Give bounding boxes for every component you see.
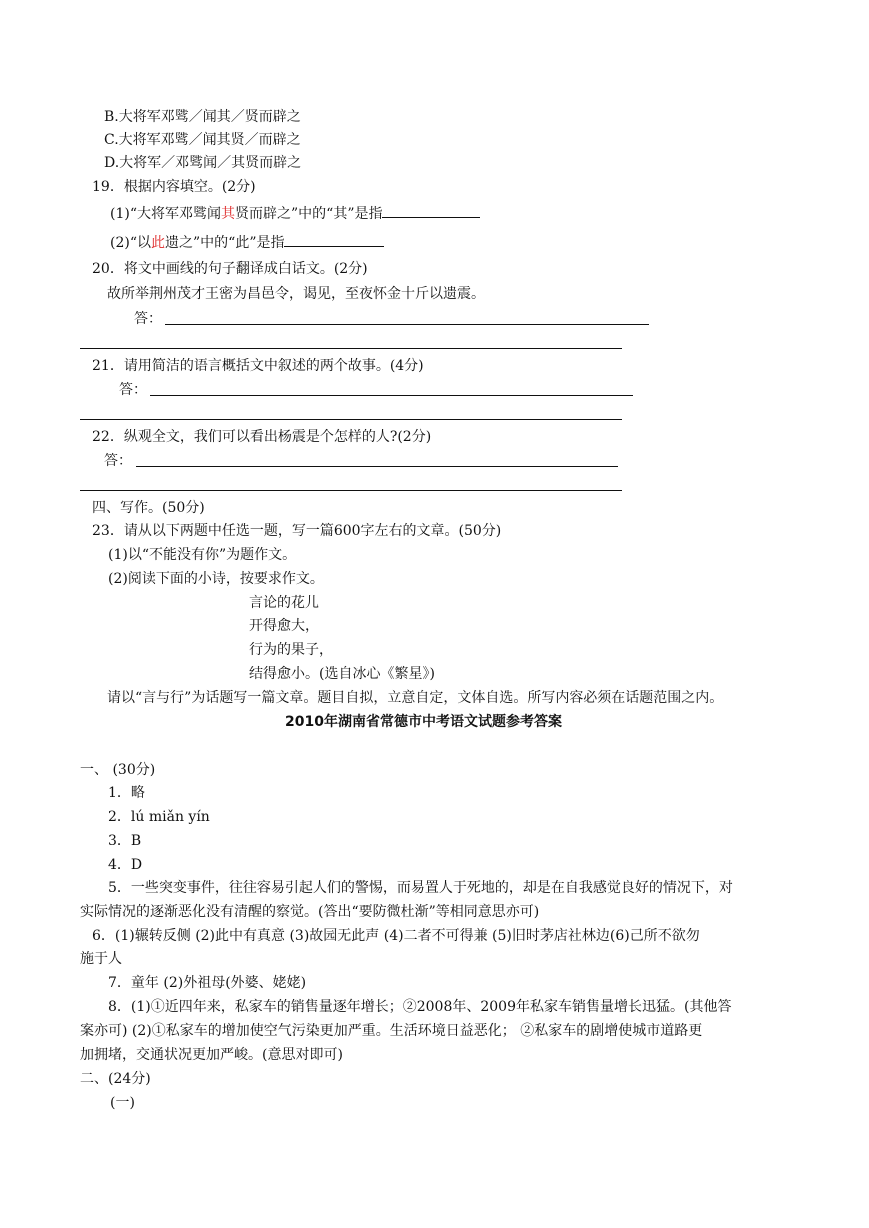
answer-1: 1．略: [108, 785, 145, 801]
answer-8-line-1: 8．(1)①近四年来，私家车的销售量逐年增长；②2008年、2009年私家车销售量增长迅猛。(其他答: [108, 999, 732, 1015]
answers-section2: 二、(24分): [80, 1071, 151, 1087]
q20-sentence: 故所举荆州茂才王密为昌邑令，谒见，至夜怀金十斤以遗震。: [107, 286, 485, 302]
q23-option-2: (2)阅读下面的小诗，按要求作文。: [108, 571, 324, 587]
answer-8-line-3: 加拥堵，交通状况更加严峻。(意思对即可): [80, 1047, 343, 1063]
q19-sub1-post: 贤而辟之”中的“其”是指: [235, 206, 383, 222]
answer-5-line-1: 5．一些突变事件，往往容易引起人们的警惕，而易置人于死地的，却是在自我感觉良好的情况下，对: [108, 880, 733, 896]
q22-stem: 22．纵观全文，我们可以看出杨震是个怎样的人?(2分): [92, 429, 432, 445]
q21-stem: 21．请用简洁的语言概括文中叙述的两个故事。(4分): [92, 358, 424, 374]
q18-option-b: B.大将军邓骘／闻其／贤而辟之: [104, 109, 301, 125]
q18-option-d: D.大将军／邓骘闻／其贤而辟之: [104, 155, 302, 171]
q21-answer-line-1[interactable]: [150, 395, 633, 396]
answer-4: 4．D: [108, 857, 143, 873]
answer-7: 7．童年 (2)外祖母(外婆、姥姥): [108, 975, 307, 991]
answer-8-line-2: 案亦可) (2)①私家车的增加使空气污染更加严重。生活环境日益恶化； ②私家车的剧增使城市道路更: [80, 1023, 703, 1039]
q18-option-c: C.大将军邓骘／闻其贤／而辟之: [104, 132, 301, 148]
q19-sub2-post: 遗之”中的“此”是指: [165, 235, 285, 251]
q19-sub2-blank[interactable]: [284, 232, 384, 247]
q22-answer-label: 答：: [104, 453, 132, 469]
q19-sub1-mark: 其: [221, 206, 235, 222]
q23-option-1: (1)以“不能没有你”为题作文。: [108, 547, 297, 563]
poem-line-3: 行为的果子，: [249, 642, 333, 658]
q20-answer-label: 答：: [134, 311, 162, 327]
q19-sub1: [110, 203, 480, 223]
q19-stem: 19．根据内容填空。(2分): [92, 179, 256, 195]
q20-answer-line-2[interactable]: [80, 348, 622, 349]
answer-2: 2．lú miǎn yín: [108, 809, 210, 825]
q20-answer-line-1[interactable]: [165, 324, 649, 325]
q23-stem: 23．请从以下两题中任选一题，写一篇600字左右的文章。(50分): [92, 523, 502, 539]
q21-answer-line-2[interactable]: [80, 419, 622, 420]
answers-subsection-1: (一): [110, 1095, 135, 1111]
q23-instruction: 请以“言与行”为话题写一篇文章。题目自拟，立意自定，文体自选。所写内容必须在话题范围之内。: [107, 690, 724, 706]
q20-stem: 20．将文中画线的句子翻译成白话文。(2分): [92, 261, 368, 277]
q19-sub2-mark: 此: [151, 235, 165, 251]
section4-heading: 四、写作。(50分): [92, 500, 205, 516]
q22-answer-line-1[interactable]: [136, 466, 618, 467]
q19-sub2: [110, 232, 384, 252]
answer-5-line-2: 实际情况的逐渐恶化没有清醒的察觉。(答出“要防微杜渐”等相同意思亦可): [80, 904, 540, 920]
answer-6-line-1: 6．(1)辗转反侧 (2)此中有真意 (3)故园无此声 (4)二者不可得兼 (5)旧时茅店社林边(6)己所不欲勿: [92, 928, 700, 944]
poem-line-2: 开得愈大，: [249, 618, 319, 634]
q19-sub1-blank[interactable]: [382, 203, 480, 218]
answer-6-line-2: 施于人: [80, 951, 122, 967]
poem-line-4: 结得愈小。(选自冰心《繁星》): [249, 666, 435, 682]
answer-key-title: 2010年湖南省常德市中考语文试题参考答案: [285, 714, 562, 730]
q21-answer-label: 答：: [119, 382, 147, 398]
answers-section1: 一、 (30分): [80, 762, 156, 778]
poem-line-1: 言论的花儿: [249, 595, 319, 611]
q19-sub2-pre: (2)“以: [110, 235, 151, 251]
answer-3: 3．B: [108, 833, 142, 849]
q19-sub1-pre: (1)“大将军邓骘闻: [110, 206, 221, 222]
q22-answer-line-2[interactable]: [80, 490, 622, 491]
